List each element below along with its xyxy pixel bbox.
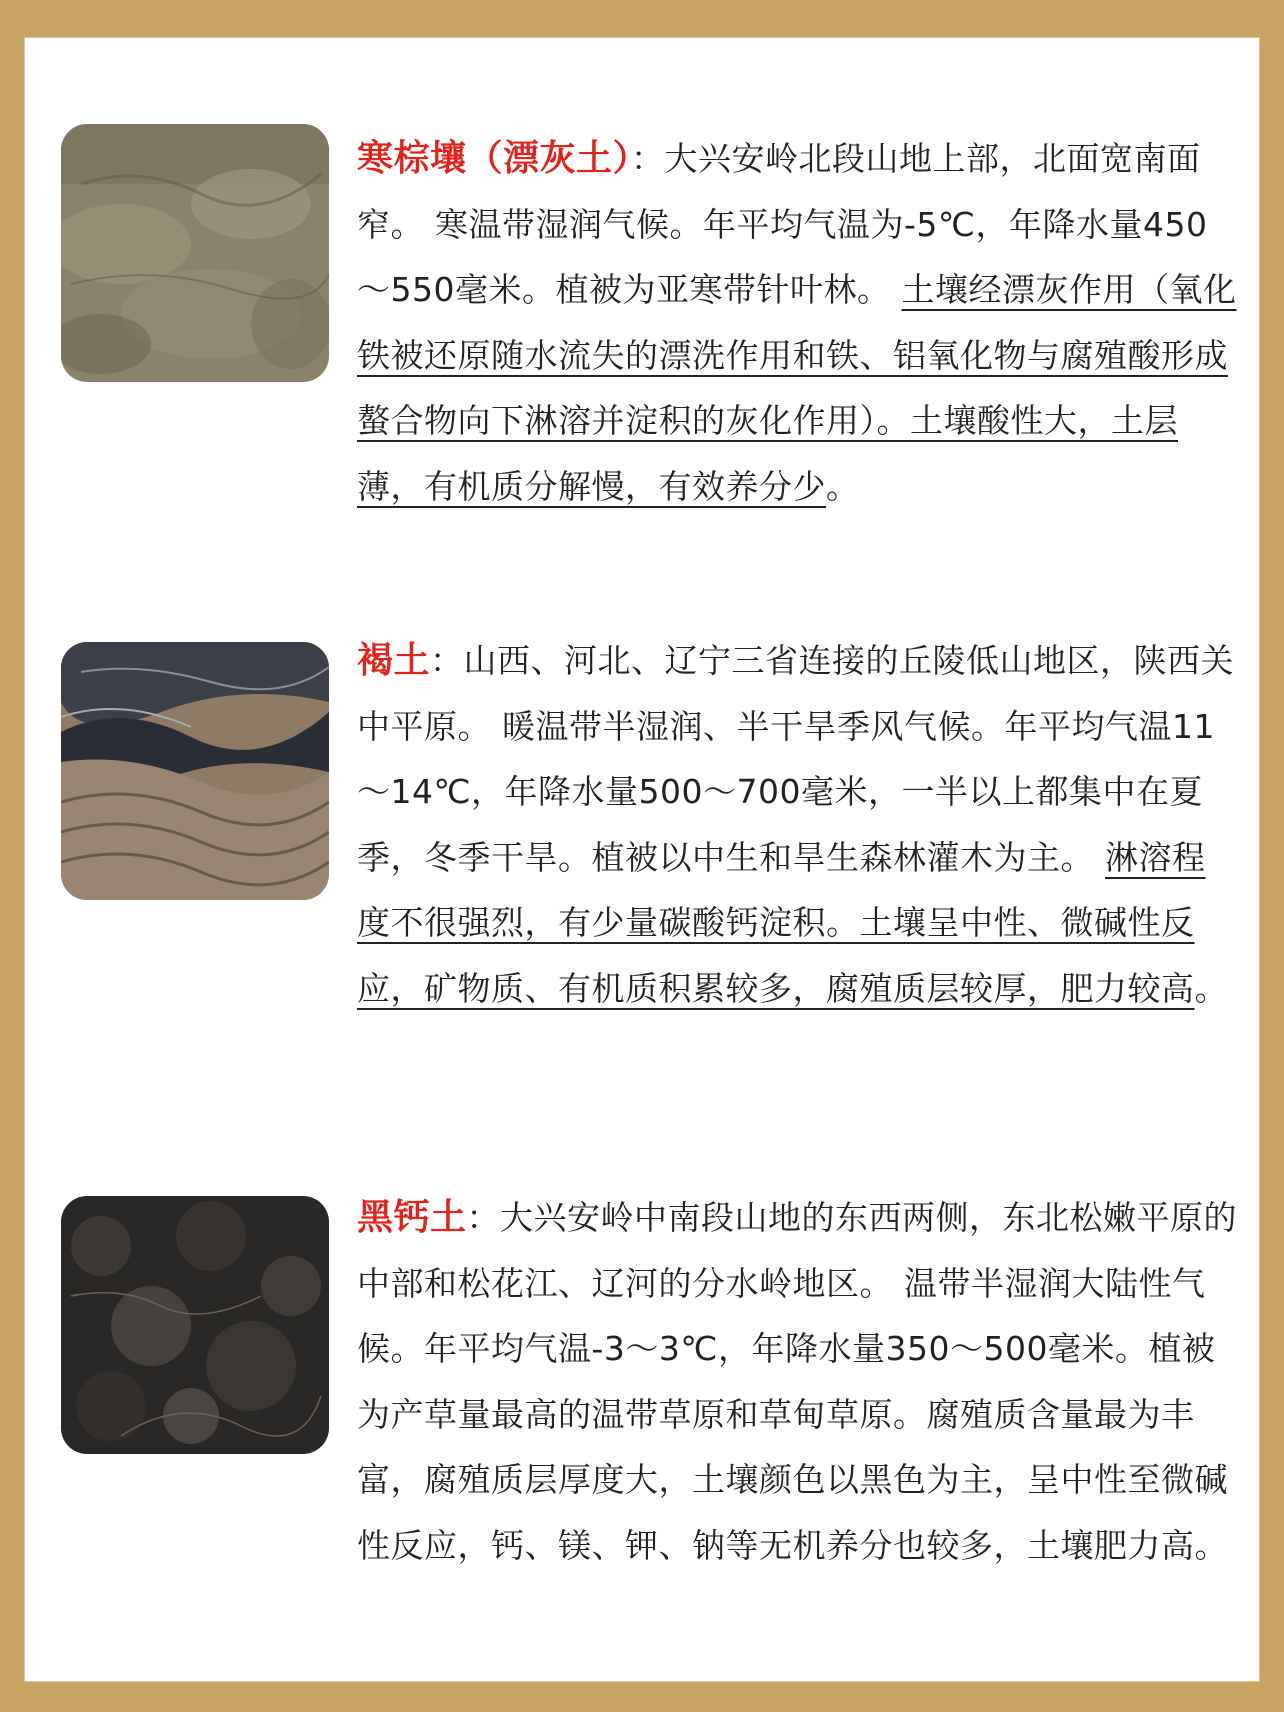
entry-tail: 。: [1194, 968, 1228, 1008]
entry-description: ：大兴安岭北段山地上部，北面宽南面窄。 寒温带湿润气候。年平均气温为-5℃，年降水量450～550毫米。植被为亚寒带针叶林。: [357, 139, 1208, 309]
entry-text: [357, 628, 1237, 1021]
soil-term: 寒棕壤（漂灰土）: [357, 138, 632, 179]
content-card: [24, 37, 1260, 1682]
entry-text: [357, 1185, 1237, 1578]
entry-tail: 。: [826, 466, 860, 506]
soil-term: 黑钙土: [357, 1197, 467, 1238]
pale-gray-soil-photo: [61, 124, 329, 382]
entry-underlined-text: 淋溶程度不很强烈，有少量碳酸钙淀积。土壤呈中性、微碱性反应，矿物质、有机质积累较多，腐殖质层较厚，肥力较高: [357, 837, 1206, 1008]
entry-description: ：山西、河北、辽宁三省连接的丘陵低山地区，陕西关中平原。 暖温带半湿润、半干旱季风气候。年平均气温11～14℃，年降水量500～700毫米，一半以上都集中在夏季，冬季干旱。植被以中生和旱生森林灌木为主。: [357, 641, 1235, 877]
black-soil-photo: [61, 1196, 329, 1454]
loess-terrace-photo: [61, 642, 329, 900]
entry-underlined-text: 土壤经漂灰作用（氧化铁被还原随水流失的漂洗作用和铁、铝氧化物与腐殖酸形成螯合物向下淋溶并淀积的灰化作用）。土壤酸性大，土层薄，有机质分解慢，有效养分少: [357, 270, 1237, 506]
entry-description: ：大兴安岭中南段山地的东西两侧，东北松嫩平原的中部和松花江、辽河的分水岭地区。 温带半湿润大陆性气候。年平均气温-3～3℃，年降水量350～500毫米。植被为产草量最高的温带草原和草甸草原。腐殖质含量最为丰富，腐殖质层厚度大，土壤颜色以黑色为主，呈中性至微碱性反应，钙、镁、钾、钠等无机养分也较多，土壤肥力高。: [357, 1198, 1238, 1565]
soil-term: 褐土: [357, 640, 431, 681]
entry-text: [357, 126, 1237, 519]
